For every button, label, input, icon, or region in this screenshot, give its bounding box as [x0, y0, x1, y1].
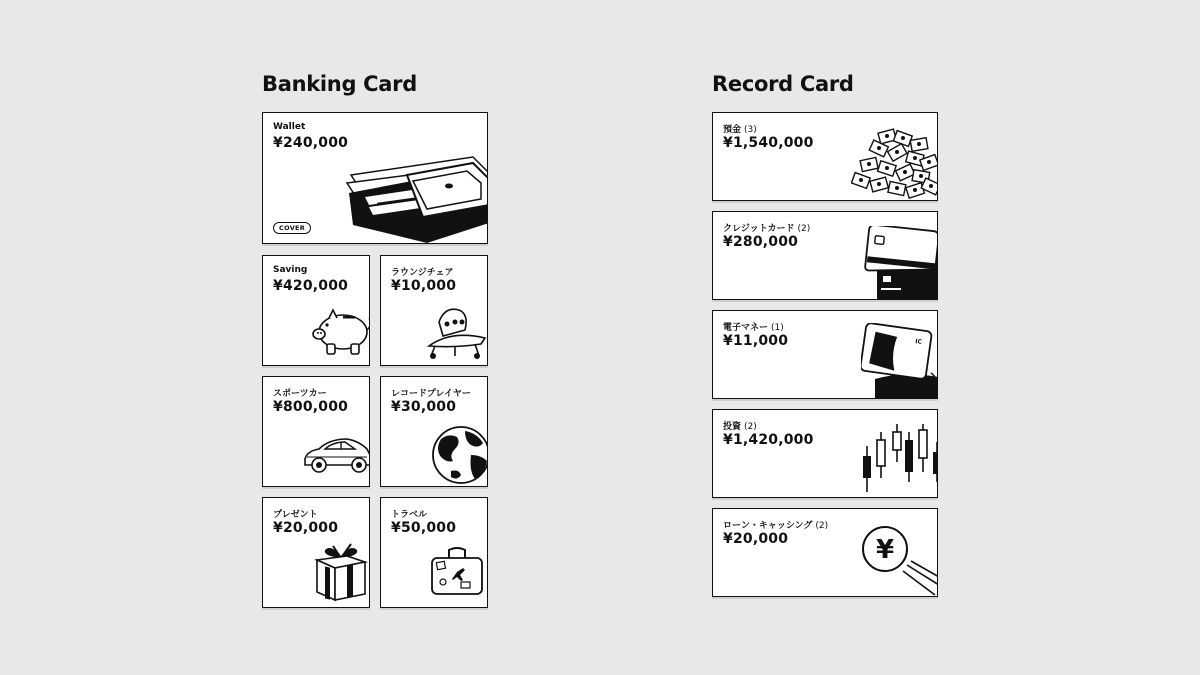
lounge-chair-icon	[425, 302, 488, 362]
record-label: 電子マネー (1)	[723, 323, 784, 333]
ic-card-icon	[861, 323, 938, 399]
card-label: レコードプレイヤー	[391, 389, 471, 399]
cover-badge[interactable]: COVER	[273, 222, 311, 234]
yen-coin-icon	[859, 523, 938, 597]
cash-pile-icon	[851, 127, 938, 201]
card-amount: ¥20,000	[273, 520, 339, 536]
record-label: 投資 (2)	[723, 422, 757, 432]
saving-card[interactable]	[262, 255, 370, 366]
travel-card[interactable]	[380, 497, 488, 608]
investment-record-card[interactable]	[712, 409, 938, 498]
card-label: プレゼント	[273, 510, 318, 520]
record-amount: ¥11,000	[723, 333, 789, 349]
record-amount: ¥280,000	[723, 234, 799, 250]
record-label: ローン・キャッシング (2)	[723, 521, 829, 531]
card-amount: ¥30,000	[391, 399, 457, 415]
record-label: クレジットカード (2)	[723, 224, 811, 234]
svg-text:IC: IC	[914, 338, 923, 346]
wallet-icon	[343, 153, 488, 244]
svg-text:¥: ¥	[875, 535, 895, 565]
card-label: Saving	[273, 265, 308, 275]
gift-box-icon	[313, 542, 369, 604]
card-amount: ¥800,000	[273, 399, 349, 415]
deposit-record-card[interactable]	[712, 112, 938, 201]
record-amount: ¥1,540,000	[723, 135, 814, 151]
card-label: トラベル	[391, 510, 428, 520]
card-label: ラウンジチェア	[391, 268, 454, 278]
suitcase-icon	[429, 546, 485, 598]
globe-icon	[431, 425, 488, 487]
loan-record-card[interactable]	[712, 508, 938, 597]
card-amount: ¥10,000	[391, 278, 457, 294]
present-card[interactable]	[262, 497, 370, 608]
card-label: スポーツカー	[273, 389, 327, 399]
sports-car-icon	[303, 429, 370, 477]
banking-card-title: Banking Card	[262, 72, 417, 96]
wallet-card[interactable]	[262, 112, 488, 244]
record-card-title: Record Card	[712, 72, 854, 96]
piggy-bank-icon	[307, 304, 370, 362]
card-amount: ¥50,000	[391, 520, 457, 536]
credit-card-icon	[863, 226, 938, 300]
wallet-label: Wallet	[273, 122, 306, 132]
sports-car-card[interactable]	[262, 376, 370, 487]
card-amount: ¥420,000	[273, 278, 349, 294]
e-money-record-card[interactable]	[712, 310, 938, 399]
record-amount: ¥1,420,000	[723, 432, 814, 448]
record-amount: ¥20,000	[723, 531, 789, 547]
lounge-chair-card[interactable]	[380, 255, 488, 366]
wallet-amount: ¥240,000	[273, 135, 349, 151]
credit-card-record-card[interactable]	[712, 211, 938, 300]
candlestick-chart-icon	[859, 422, 938, 498]
record-player-card[interactable]	[380, 376, 488, 487]
record-label: 預金 (3)	[723, 125, 757, 135]
